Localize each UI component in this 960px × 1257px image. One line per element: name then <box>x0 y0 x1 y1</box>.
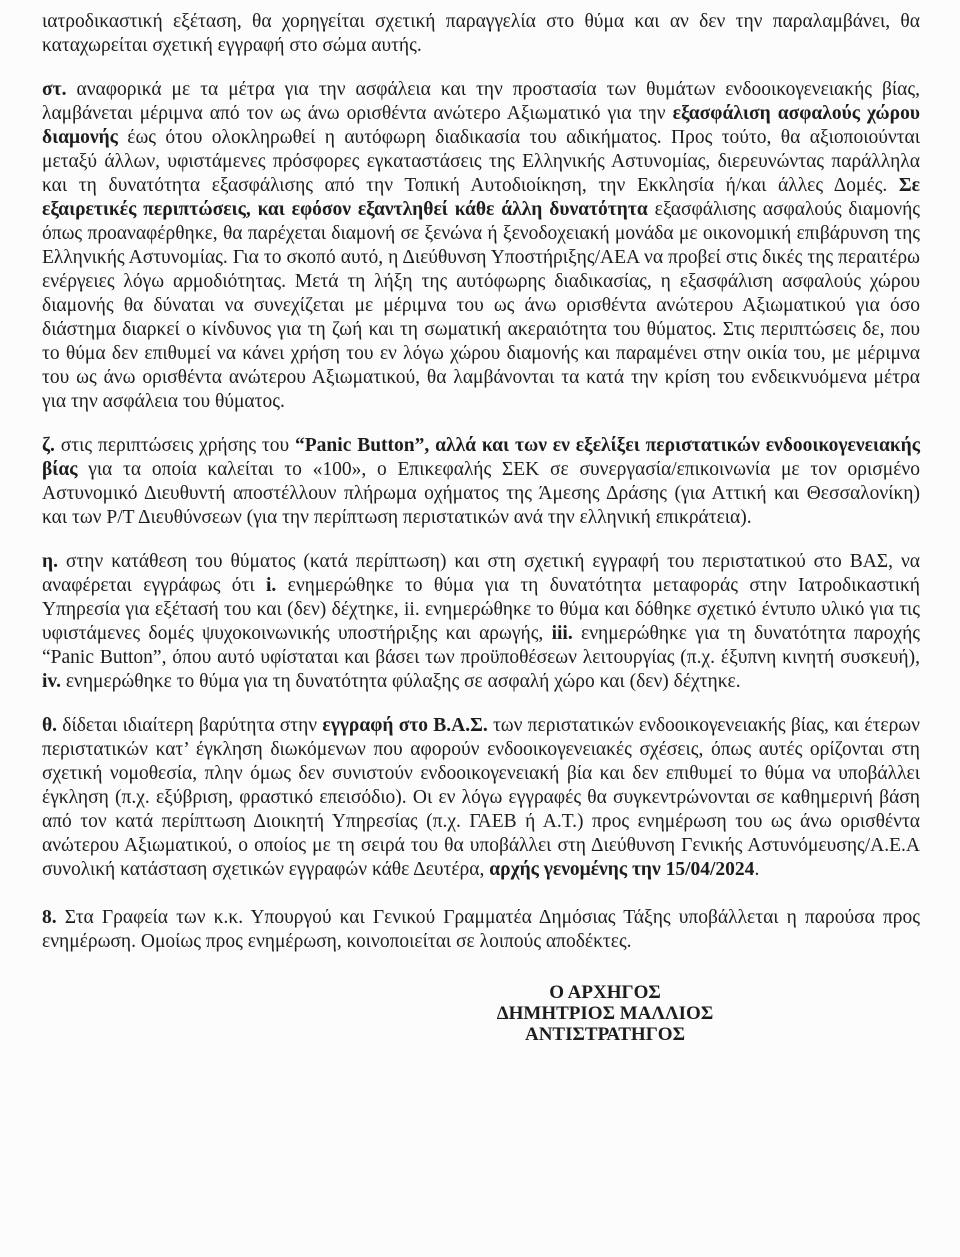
text-run-bold: εξασφάλιση ασφαλούς χώρου διαμονής <box>42 103 920 148</box>
text-run: των περιστατικών ενδοοικογενειακής βίας, και έτερων περιστατικών κατ’ έγκληση διωκόμενων που αφορούν ενδοοικογενειακές σχέσεις, όπως αυτές ορίζονται στη σχετική νομοθεσία, πλην όμως δεν συνιστούν ενδοοικογενειακή βία και δεν επιθυμεί το θύμα να υποβάλλει έγκληση (π.χ. εξύβριση, φραστικό επεισόδιο). Οι εν λόγω εγγραφές θα συγκεντρώνονται σε καθημερινή βάση από τον κατά περίπτωση Διοικητή Υπηρεσίας (π.χ. ΓΑΕΒ ή Α.Τ.) προς ενημέρωση του ως άνω ορισθέντα ανώτερου Αξιωματικού, ο οποίος με τη σειρά του θα υποβάλλει στη Διεύθυνση Γενικής Αστυνόμευσης/Α.Ε.Α συνολική κατάσταση σχετικών εγγραφών κάθε Δευτέρα, <box>42 715 920 880</box>
paragraph-item-8 <box>42 906 920 954</box>
paragraph-continuation <box>42 10 920 58</box>
signature-title: Ο ΑΡΧΗΓΟΣ <box>549 982 661 1003</box>
signature-block <box>405 982 805 1045</box>
signature-name: ΔΗΜΗΤΡΙΟΣ ΜΑΛΛΙΟΣ <box>496 1003 714 1024</box>
text-run: ιατροδικαστική εξέταση, θα χορηγείται σχετική παραγγελία στο θύμα και αν δεν την παραλαμβάνει, θα καταχωρείται σχετική εγγραφή στο σώμα αυτής. <box>42 11 920 56</box>
text-run: Στα Γραφεία των κ.κ. Υπουργού και Γενικού Γραμματέα Δημόσιας Τάξης υποβάλλεται η παρούσα προς ενημέρωση. Ομοίως προς ενημέρωση, κοινοποιείται σε λοιπούς αποδέκτες. <box>42 907 920 952</box>
text-run-bold: εγγραφή στο Β.Α.Σ. <box>322 715 488 736</box>
text-run: στις περιπτώσεις χρήσης του <box>54 435 296 456</box>
paragraph-item-st <box>42 78 920 414</box>
text-run: ενημερώθηκε το θύμα για τη δυνατότητα μεταφοράς στην Ιατροδικαστική Υπηρεσία για εξέτασή του και (δεν) δέχτηκε, ii. ενημερώθηκε το θύμα και δόθηκε σχετικό έντυπο υλικό για τις υφιστάμενες δομές ψυχοκοινωνικής υποστήριξης και αρωγής, <box>42 575 920 644</box>
text-run: στην κατάθεση του θύματος (κατά περίπτωση) και στη σχετική εγγραφή του περιστατικού στο ΒΑΣ, να αναφέρεται εγγράφως ότι <box>42 551 920 596</box>
paragraph-item-th <box>42 714 920 882</box>
text-run-bold: 8. <box>42 907 57 928</box>
text-run: για τα οποία καλείται το «100», ο Επικεφαλής ΣΕΚ σε συνεργασία/επικοινωνία με τον ορισμένο Αστυνομικό Διευθυντή αποστέλλουν πλήρωμα οχήματος της Άμεσης Δράσης (για Αττική και Θεσσαλονίκη) και των Ρ/Τ Διευθύνσεων (για την περίπτωση περιστατικών ανά την ελληνική επικράτεια). <box>42 459 920 528</box>
text-run-bold: αρχής γενομένης την 15/04/2024 <box>489 859 755 880</box>
text-run: δίδεται ιδιαίτερη βαρύτητα στην <box>57 715 323 736</box>
text-run-bold: θ. <box>42 715 58 736</box>
text-run-bold: Σε εξαιρετικές περιπτώσεις, και εφόσον εξαντληθεί κάθε άλλη δυνατότητα <box>42 175 920 220</box>
text-run-bold: η. <box>42 551 58 572</box>
signature-rank: ΑΝΤΙΣΤΡΑΤΗΓΟΣ <box>524 1024 686 1045</box>
text-run-bold: iv. <box>42 671 61 692</box>
text-run: ενημερώθηκε για τη δυνατότητα παροχής “Panic Button”, όπου αυτό υφίσταται και βάσει των προϋποθέσεων λειτουργίας (π.χ. έξυπνη κινητή συσκευή), <box>42 623 920 668</box>
paragraph-item-z <box>42 434 920 530</box>
text-run: . <box>754 859 760 880</box>
text-run-bold: ζ. <box>42 435 55 456</box>
text-run-bold: iii. <box>551 623 573 644</box>
text-run: εξασφάλισης ασφαλούς διαμονής όπως προαναφέρθηκε, θα παρέχεται διαμονή σε ξενώνα ή ξενοδοχειακή μονάδα με οικονομική επιβάρυνση της Ελληνικής Αστυνομίας. Για το σκοπό αυτό, η Διεύθυνση Υποστήριξης/ΑΕΑ να προβεί στις δικές της περαιτέρω ενέργειες λόγω αρμοδιότητας. Μετά τη λήξη της αυτόφωρης διαδικασίας, η εξασφάλιση ασφαλούς χώρου διαμονής θα δύναται να συνεχίζεται με μέριμνα του ως άνω ορισθέντα ανώτερου Αξιωματικού για όσο διάστημα διαρκεί ο κίνδυνος για τη ζωή και τη σωματική ακεραιότητα του θύματος. Στις περιπτώσεις δε, που το θύμα δεν επιθυμεί να κάνει χρήση του εν λόγω χώρου διαμονής και παραμένει στην οικία του, με μέριμνα του ως άνω ορισθέντα ανώτερου Αξιωματικού, θα λαμβάνονται τα κατά την κρίση του ενδεικνυόμενα μέτρα για την ασφάλεια του θύματος. <box>42 199 921 412</box>
text-run-bold: “Panic Button”, αλλά και των εν εξελίξει περιστατικών ενδοοικογενειακής βίας <box>42 435 920 480</box>
text-run: ενημερώθηκε το θύμα για τη δυνατότητα φύλαξης σε ασφαλή χώρο και (δεν) δέχτηκε. <box>60 671 741 692</box>
paragraph-item-h <box>42 550 920 694</box>
text-run-bold: στ. <box>42 79 67 100</box>
text-run-bold: i. <box>265 575 277 596</box>
text-run: έως ότου ολοκληρωθεί η αυτόφωρη διαδικασία του αδικήματος. Προς τούτο, θα αξιοποιούνται μεταξύ άλλων, υφιστάμενες πρόσφορες εγκαταστάσεις της Ελληνικής Αστυνομίας, διερευνώντας παράλληλα και τη δυνατότητα εξασφάλισης από την Τοπική Αυτοδιοίκηση, την Εκκλησία ή/και άλλες Δομές. <box>42 127 920 196</box>
text-run: αναφορικά με τα μέτρα για την ασφάλεια και την προστασία των θυμάτων ενδοοικογενειακής βίας, λαμβάνεται μέριμνα από τον ως άνω ορισθέντα ανώτερο Αξιωματικό για την <box>42 79 920 124</box>
